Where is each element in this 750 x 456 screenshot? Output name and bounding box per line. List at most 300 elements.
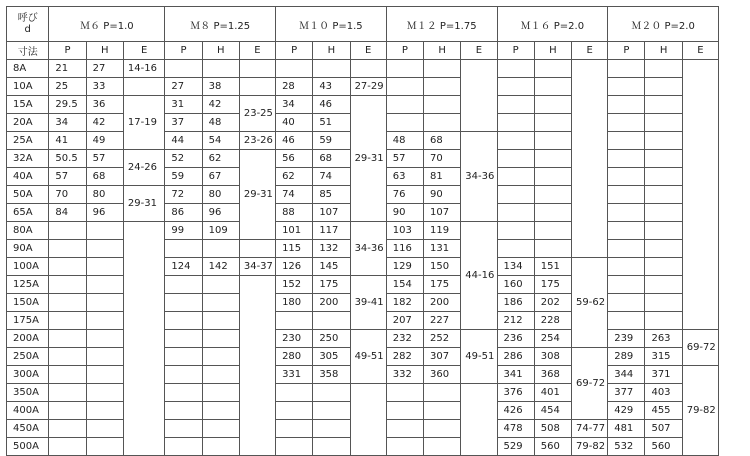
corner-bottom-label: d (24, 24, 31, 35)
h-value-cell: 80 (202, 186, 239, 204)
p-value-cell: 124 (165, 258, 202, 276)
column-header-h: H (424, 42, 461, 60)
h-value-cell (534, 204, 571, 222)
h-value-cell: 142 (202, 258, 239, 276)
e-value-cell (239, 60, 275, 78)
p-value-cell (165, 330, 202, 348)
h-value-cell (534, 96, 571, 114)
p-value-cell (49, 438, 86, 456)
h-value-cell (424, 384, 461, 402)
table-row (7, 276, 719, 294)
spec-table-body (7, 7, 719, 456)
p-value-cell (386, 384, 423, 402)
p-value-cell: 289 (608, 348, 645, 366)
h-value-cell: 67 (202, 168, 239, 186)
e-value-cell: 29-31 (350, 96, 386, 222)
p-value-cell: 182 (386, 294, 423, 312)
p-value-cell: 186 (497, 294, 534, 312)
p-value-cell: 99 (165, 222, 202, 240)
h-value-cell (645, 60, 682, 78)
h-value-cell: 307 (424, 348, 461, 366)
nominal-size-cell: 80A (7, 222, 49, 240)
p-value-cell (276, 438, 313, 456)
column-header-e: E (239, 42, 275, 60)
p-value-cell: 34 (49, 114, 86, 132)
nominal-size-cell: 150A (7, 294, 49, 312)
h-value-cell (645, 276, 682, 294)
p-value-cell: 529 (497, 438, 534, 456)
e-value-cell: 44-16 (461, 222, 497, 330)
p-value-cell: 134 (497, 258, 534, 276)
h-value-cell (202, 312, 239, 330)
h-value-cell: 403 (645, 384, 682, 402)
p-value-cell: 59 (165, 168, 202, 186)
nominal-size-cell: 90A (7, 240, 49, 258)
p-value-cell: 57 (49, 168, 86, 186)
h-value-cell (313, 312, 350, 330)
h-value-cell (313, 438, 350, 456)
h-value-cell: 228 (534, 312, 571, 330)
p-value-cell: 21 (49, 60, 86, 78)
e-value-cell: 24-26 (123, 150, 164, 186)
p-value-cell: 62 (276, 168, 313, 186)
h-value-cell (313, 60, 350, 78)
h-value-cell: 560 (534, 438, 571, 456)
p-value-cell (276, 312, 313, 330)
h-value-cell: 38 (202, 78, 239, 96)
h-value-cell: 132 (313, 240, 350, 258)
h-value-cell: 74 (313, 168, 350, 186)
p-value-cell (497, 96, 534, 114)
h-value-cell: 117 (313, 222, 350, 240)
thread-spec-table (6, 6, 719, 456)
h-value-cell (313, 420, 350, 438)
p-value-cell: 74 (276, 186, 313, 204)
h-value-cell (645, 78, 682, 96)
p-value-cell: 44 (165, 132, 202, 150)
p-value-cell: 481 (608, 420, 645, 438)
p-value-cell (276, 420, 313, 438)
nominal-size-cell: 500A (7, 438, 49, 456)
nominal-size-cell: 20A (7, 114, 49, 132)
h-value-cell (645, 258, 682, 276)
h-value-cell: 59 (313, 132, 350, 150)
h-value-cell: 227 (424, 312, 461, 330)
p-value-cell (608, 60, 645, 78)
nominal-size-cell: 25A (7, 132, 49, 150)
column-header-e: E (350, 42, 386, 60)
h-value-cell: 33 (86, 78, 123, 96)
h-value-cell: 62 (202, 150, 239, 168)
column-header-h: H (645, 42, 682, 60)
p-value-cell: 86 (165, 204, 202, 222)
h-value-cell: 119 (424, 222, 461, 240)
e-value-cell: 34-36 (461, 132, 497, 222)
p-value-cell (165, 348, 202, 366)
h-value-cell: 308 (534, 348, 571, 366)
p-value-cell: 41 (49, 132, 86, 150)
h-value-cell (86, 402, 123, 420)
table-row (7, 60, 719, 78)
h-value-cell (86, 240, 123, 258)
h-value-cell: 358 (313, 366, 350, 384)
e-value-cell: 39-41 (350, 276, 386, 330)
h-value-cell (202, 420, 239, 438)
p-value-cell (49, 420, 86, 438)
h-value-cell: 42 (86, 114, 123, 132)
column-header-h: H (313, 42, 350, 60)
p-value-cell (49, 366, 86, 384)
h-value-cell: 560 (645, 438, 682, 456)
h-value-cell: 68 (313, 150, 350, 168)
nominal-size-cell: 40A (7, 168, 49, 186)
h-value-cell: 315 (645, 348, 682, 366)
column-header-e: E (682, 42, 718, 60)
p-value-cell: 280 (276, 348, 313, 366)
p-value-cell: 56 (276, 150, 313, 168)
h-value-cell: 368 (534, 366, 571, 384)
h-value-cell (534, 78, 571, 96)
p-value-cell: 152 (276, 276, 313, 294)
p-value-cell (49, 384, 86, 402)
column-header-p: P (497, 42, 534, 60)
h-value-cell: 107 (313, 204, 350, 222)
h-value-cell (202, 348, 239, 366)
column-header-e: E (123, 42, 164, 60)
p-value-cell (608, 78, 645, 96)
p-value-cell (608, 150, 645, 168)
p-value-cell (497, 132, 534, 150)
p-value-cell (49, 312, 86, 330)
h-value-cell (645, 96, 682, 114)
p-value-cell: 212 (497, 312, 534, 330)
p-value-cell (49, 222, 86, 240)
nominal-size-cell: 250A (7, 348, 49, 366)
table-row (7, 96, 719, 114)
h-value-cell (424, 96, 461, 114)
e-value-cell (350, 384, 386, 456)
header-row-columns (7, 42, 719, 60)
h-value-cell (86, 222, 123, 240)
h-value-cell: 70 (424, 150, 461, 168)
h-value-cell: 360 (424, 366, 461, 384)
e-value-cell: 29-31 (123, 186, 164, 222)
p-value-cell: 478 (497, 420, 534, 438)
h-value-cell (424, 420, 461, 438)
p-value-cell (165, 294, 202, 312)
h-value-cell (534, 114, 571, 132)
h-value-cell: 151 (534, 258, 571, 276)
nominal-size-cell: 10A (7, 78, 49, 96)
h-value-cell: 175 (313, 276, 350, 294)
e-value-cell: 23-26 (239, 132, 275, 150)
column-header-e: E (461, 42, 497, 60)
p-value-cell (165, 366, 202, 384)
group-header: Ｍ１２ P=1.75 (386, 7, 497, 42)
p-value-cell: 160 (497, 276, 534, 294)
p-value-cell: 230 (276, 330, 313, 348)
table-row (7, 78, 719, 96)
p-value-cell: 180 (276, 294, 313, 312)
column-header-p: P (608, 42, 645, 60)
h-value-cell (202, 294, 239, 312)
p-value-cell: 332 (386, 366, 423, 384)
p-value-cell (497, 222, 534, 240)
p-value-cell (276, 60, 313, 78)
group-header: Ｍ８ P=1.25 (165, 7, 276, 42)
h-value-cell: 57 (86, 150, 123, 168)
e-value-cell: 59-62 (572, 258, 608, 348)
p-value-cell: 34 (276, 96, 313, 114)
p-value-cell: 29.5 (49, 96, 86, 114)
h-value-cell (534, 60, 571, 78)
p-value-cell (165, 384, 202, 402)
e-value-cell: 49-51 (350, 330, 386, 384)
h-value-cell: 250 (313, 330, 350, 348)
h-value-cell: 90 (424, 186, 461, 204)
p-value-cell: 27 (165, 78, 202, 96)
p-value-cell (386, 78, 423, 96)
h-value-cell: 305 (313, 348, 350, 366)
e-value-cell: 49-51 (461, 330, 497, 384)
p-value-cell (276, 384, 313, 402)
group-header: Ｍ１６ P=2.0 (497, 7, 608, 42)
p-value-cell: 126 (276, 258, 313, 276)
e-value-cell (350, 60, 386, 78)
p-value-cell: 70 (49, 186, 86, 204)
p-value-cell (165, 276, 202, 294)
nominal-size-cell: 350A (7, 384, 49, 402)
p-value-cell: 103 (386, 222, 423, 240)
p-value-cell: 154 (386, 276, 423, 294)
p-value-cell: 239 (608, 330, 645, 348)
column-header-p: P (386, 42, 423, 60)
p-value-cell (608, 258, 645, 276)
p-value-cell: 429 (608, 402, 645, 420)
e-value-cell (682, 60, 718, 330)
header-row-groups (7, 7, 719, 42)
spec-table-container (6, 6, 719, 456)
p-value-cell: 72 (165, 186, 202, 204)
h-value-cell (534, 240, 571, 258)
column-header-h: H (202, 42, 239, 60)
nominal-size-cell: 175A (7, 312, 49, 330)
p-value-cell (49, 330, 86, 348)
p-value-cell: 90 (386, 204, 423, 222)
h-value-cell (534, 150, 571, 168)
h-value-cell (202, 402, 239, 420)
h-value-cell (86, 366, 123, 384)
p-value-cell: 37 (165, 114, 202, 132)
h-value-cell (202, 60, 239, 78)
p-value-cell (165, 438, 202, 456)
p-value-cell (608, 294, 645, 312)
p-value-cell (49, 276, 86, 294)
column-header-p: P (49, 42, 86, 60)
h-value-cell: 46 (313, 96, 350, 114)
h-value-cell (86, 330, 123, 348)
h-value-cell: 43 (313, 78, 350, 96)
h-value-cell (534, 132, 571, 150)
p-value-cell (386, 114, 423, 132)
p-value-cell: 207 (386, 312, 423, 330)
p-value-cell: 84 (49, 204, 86, 222)
nominal-size-cell: 8A (7, 60, 49, 78)
column-header-h: H (86, 42, 123, 60)
p-value-cell: 76 (386, 186, 423, 204)
p-value-cell (165, 60, 202, 78)
h-value-cell: 200 (313, 294, 350, 312)
group-header: Ｍ２０ P=2.0 (608, 7, 719, 42)
h-value-cell (313, 402, 350, 420)
e-value-cell: 79-82 (682, 366, 718, 456)
e-value-cell (461, 60, 497, 132)
p-value-cell: 48 (386, 132, 423, 150)
nominal-size-cell: 125A (7, 276, 49, 294)
p-value-cell (49, 402, 86, 420)
h-value-cell: 145 (313, 258, 350, 276)
p-value-cell (497, 60, 534, 78)
corner-top-label: 呼び (17, 13, 38, 24)
p-value-cell (165, 312, 202, 330)
p-value-cell: 341 (497, 366, 534, 384)
p-value-cell: 57 (386, 150, 423, 168)
h-value-cell: 454 (534, 402, 571, 420)
p-value-cell (608, 168, 645, 186)
h-value-cell (645, 150, 682, 168)
p-value-cell: 376 (497, 384, 534, 402)
h-value-cell (424, 78, 461, 96)
nominal-size-cell: 100A (7, 258, 49, 276)
h-value-cell: 49 (86, 132, 123, 150)
h-value-cell (424, 60, 461, 78)
p-value-cell (497, 186, 534, 204)
h-value-cell (86, 258, 123, 276)
p-value-cell (608, 96, 645, 114)
h-value-cell: 150 (424, 258, 461, 276)
h-value-cell (202, 330, 239, 348)
h-value-cell: 254 (534, 330, 571, 348)
e-value-cell: 74-77 (572, 420, 608, 438)
p-value-cell: 344 (608, 366, 645, 384)
h-value-cell: 80 (86, 186, 123, 204)
h-value-cell: 96 (86, 204, 123, 222)
e-value-cell: 29-31 (239, 150, 275, 240)
column-header-p: P (165, 42, 202, 60)
p-value-cell (497, 168, 534, 186)
p-value-cell: 28 (276, 78, 313, 96)
nominal-size-cell: 32A (7, 150, 49, 168)
h-value-cell: 131 (424, 240, 461, 258)
h-value-cell (202, 384, 239, 402)
e-value-cell: 34-36 (350, 222, 386, 276)
p-value-cell (49, 240, 86, 258)
column-header-e: E (572, 42, 608, 60)
group-header: Ｍ１０ P=1.5 (276, 7, 387, 42)
h-value-cell: 51 (313, 114, 350, 132)
p-value-cell (497, 114, 534, 132)
e-value-cell: 79-82 (572, 438, 608, 456)
e-value-cell: 27-29 (350, 78, 386, 96)
p-value-cell: 282 (386, 348, 423, 366)
h-value-cell (313, 384, 350, 402)
p-value-cell (49, 258, 86, 276)
p-value-cell (608, 186, 645, 204)
dimension-label: 寸法 (7, 42, 49, 60)
e-value-cell: 14-16 (123, 60, 164, 78)
h-value-cell (645, 312, 682, 330)
nominal-size-cell: 300A (7, 366, 49, 384)
h-value-cell: 507 (645, 420, 682, 438)
h-value-cell: 81 (424, 168, 461, 186)
p-value-cell (165, 402, 202, 420)
h-value-cell: 263 (645, 330, 682, 348)
h-value-cell (86, 348, 123, 366)
nominal-size-cell: 65A (7, 204, 49, 222)
nominal-size-cell: 400A (7, 402, 49, 420)
h-value-cell (424, 402, 461, 420)
h-value-cell: 27 (86, 60, 123, 78)
e-value-cell (123, 78, 164, 96)
p-value-cell: 236 (497, 330, 534, 348)
h-value-cell (202, 276, 239, 294)
p-value-cell: 331 (276, 366, 313, 384)
table-row (7, 384, 719, 402)
h-value-cell: 42 (202, 96, 239, 114)
h-value-cell (86, 276, 123, 294)
table-row (7, 222, 719, 240)
nominal-size-cell: 450A (7, 420, 49, 438)
h-value-cell (534, 168, 571, 186)
h-value-cell: 175 (424, 276, 461, 294)
h-value-cell (86, 420, 123, 438)
h-value-cell: 202 (534, 294, 571, 312)
h-value-cell: 36 (86, 96, 123, 114)
e-value-cell: 69-72 (682, 330, 718, 366)
p-value-cell: 46 (276, 132, 313, 150)
p-value-cell (497, 78, 534, 96)
p-value-cell: 31 (165, 96, 202, 114)
p-value-cell: 129 (386, 258, 423, 276)
h-value-cell (86, 438, 123, 456)
p-value-cell: 232 (386, 330, 423, 348)
p-value-cell (386, 402, 423, 420)
h-value-cell: 371 (645, 366, 682, 384)
e-value-cell: 17-19 (123, 96, 164, 150)
p-value-cell: 63 (386, 168, 423, 186)
e-value-cell: 69-72 (572, 348, 608, 420)
h-value-cell: 175 (534, 276, 571, 294)
p-value-cell (608, 132, 645, 150)
h-value-cell: 107 (424, 204, 461, 222)
column-header-h: H (534, 42, 571, 60)
h-value-cell: 109 (202, 222, 239, 240)
p-value-cell (497, 150, 534, 168)
h-value-cell (645, 114, 682, 132)
p-value-cell (49, 348, 86, 366)
p-value-cell (386, 96, 423, 114)
p-value-cell: 377 (608, 384, 645, 402)
nominal-size-cell: 200A (7, 330, 49, 348)
column-header-p: P (276, 42, 313, 60)
p-value-cell (497, 204, 534, 222)
p-value-cell (608, 222, 645, 240)
h-value-cell: 68 (424, 132, 461, 150)
h-value-cell: 68 (86, 168, 123, 186)
table-row (7, 330, 719, 348)
p-value-cell (386, 420, 423, 438)
h-value-cell: 508 (534, 420, 571, 438)
